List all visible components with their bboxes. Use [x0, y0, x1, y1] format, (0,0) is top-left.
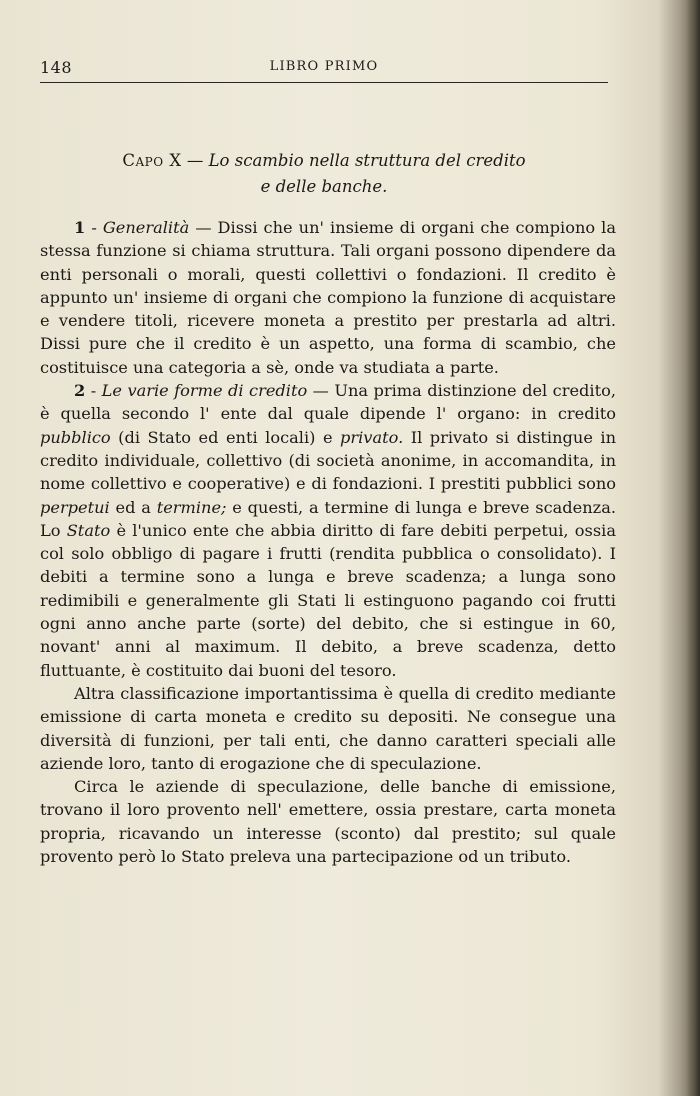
italic-text: termine; [156, 497, 227, 517]
paragraph [40, 216, 616, 379]
page-edge-shadow [686, 0, 700, 1096]
chapter-label: Capo X [122, 151, 182, 170]
text-run: e questi, a termine di lunga e breve scadenza. Lo [40, 497, 616, 540]
section-number: 2 [74, 381, 86, 401]
running-head-title: LIBRO PRIMO [269, 59, 379, 74]
text-run: Circa le aziende di speculazione, delle banche di emissione, trovano il loro provento nell' emettere, ossia prestare, carta moneta propria, ricavando un interesse (sconto) dal prestito; sul quale provento però lo Stato preleva una partecipazione od un tributo. [40, 777, 616, 867]
text-run: (di Stato ed enti locali) e [110, 427, 341, 447]
italic-text: Stato [66, 520, 111, 540]
chapter-title-line-2: e delle banche. [260, 177, 388, 196]
section-number: 1 [74, 218, 86, 237]
paragraph [40, 379, 616, 682]
page-number: 148 [40, 58, 73, 77]
header-rule [40, 82, 608, 83]
body-text [40, 216, 616, 868]
chapter-heading-line-1 [40, 148, 608, 174]
text-run: ed a [109, 497, 157, 517]
italic-text: privato. [340, 427, 404, 447]
text-run: - [85, 381, 102, 401]
text-run: — Dissi che un' insieme di organi che compiono la stessa funzione si chiama struttura. Tali organi possono dipendere da enti personali o morali, questi collettivi o fondazioni. Il credito è appunto un' insieme di organi che compiono la funzione di acquistare e vendere titoli, ricevere moneta a prestito per prestarla ad altri. Dissi pure che il credito è un aspetto, una forma di scambio, che costituisce una categoria a sè, onde va studiata a parte. [40, 218, 617, 377]
text-run: Il privato si distingue in credito individuale, collettivo (di società anonime, in accomandita, in nome collettivo e cooperative) e di fondazioni. I prestiti pubblici sono [40, 427, 616, 494]
chapter-title-line-1: Lo scambio nella struttura del credito [208, 151, 526, 170]
italic-text: perpetui [40, 497, 110, 517]
paragraph [40, 775, 616, 868]
italic-text: pubblico [40, 427, 111, 447]
running-head [40, 58, 608, 80]
italic-text: Le varie forme di credito [101, 381, 308, 401]
chapter-heading [40, 148, 608, 200]
text-run: è l'unico ente che abbia diritto di fare debiti perpetui, ossia col solo obbligo di pagare i frutti (rendita pubblica o consolidato). I debiti a termine sono a lunga e breve scadenza; a lunga sono redimibili e generalmente gli Stati li estinguono pagando coi frutti ogni anno anche parte (sorte) del debito, che si estingue in 60, novant' anni al maximum. Il debito, a breve scadenza, detto fluttuante, è costituito dai buoni del tesoro. [40, 520, 616, 680]
paragraph [40, 682, 616, 775]
text-run: - [85, 218, 103, 237]
chapter-dash: — [186, 151, 204, 170]
text-run: Altra classificazione importantissima è quella di credito mediante emissione di carta moneta e credito su depositi. Ne consegue una diversità di funzioni, per tali enti, che danno caratteri speciali alle aziende loro, tanto di erogazione che di speculazione. [40, 683, 616, 773]
text-run: — Una prima distinzione del credito, è quella secondo l' ente dal quale dipende l' organo: in credito [40, 381, 616, 424]
italic-text: Generalità [102, 218, 190, 237]
